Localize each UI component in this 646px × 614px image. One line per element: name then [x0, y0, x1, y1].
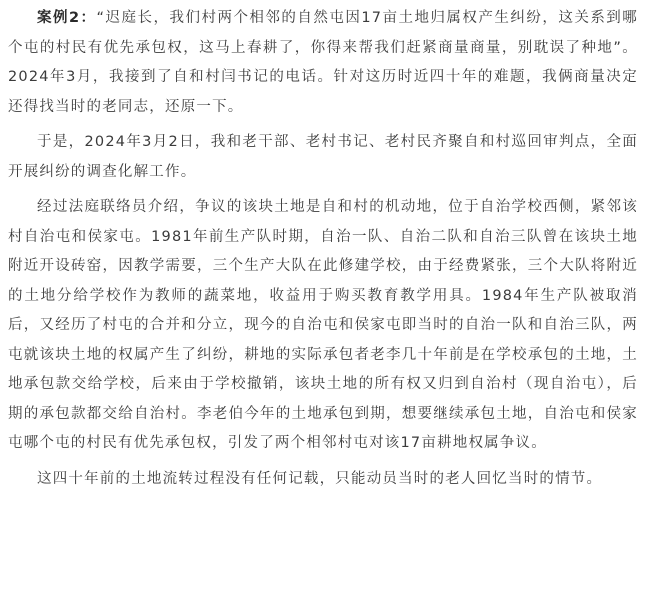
paragraph-no-records: 这四十年前的土地流转过程没有任何记载，只能动员当时的老人回忆当时的情节。 [37, 470, 603, 487]
case-intro-text: “迟庭长，我们村两个相邻的自然屯因17亩土地归属权产生纠纷，这关系到哪个屯的村民有优先承包权，这马上春耕了，你得来帮我们赶紧商量商量，别耽误了种地”。2024年3月，我接到了自和村闫书记的电话。针对这历时近四十年的难题，我俩商量决定还得找当时的老同志，还原一下。 [8, 10, 638, 115]
paragraph-investigation: 于是，2024年3月2日，我和老干部、老村书记、老村民齐聚自和村巡回审判点，全面开展纠纷的调查化解工作。 [8, 134, 638, 180]
case-label: 案例2： [37, 10, 97, 26]
paragraph-background: 经过法庭联络员介绍，争议的该块土地是自和村的机动地，位于自治学校西侧，紧邻该村自治屯和侯家屯。1981年前生产队时期，自治一队、自治二队和自治三队曾在该块土地附近开设砖窑，因教学需要，三个生产大队在此修建学校，由于经费紧张，三个大队将附近的土地分给学校作为教师的蔬菜地，收益用于购买教育教学用具。1984年生产队被取消后，又经历了村屯的合并和分立，现今的自治屯和侯家屯即当时的自治一队和自治三队，两屯就该块土地的权属产生了纠纷，耕地的实际承包者老李几十年前是在学校承包的土地，土地承包款交给学校，后来由于学校撤销，该块土地的所有权又归到自治村（现自治屯），后期的承包款都交给自治村。李老伯今年的土地承包到期，想要继续承包土地，自治屯和侯家屯哪个屯的村民有优先承包权，引发了两个相邻村屯对该17亩耕地权属争议。 [8, 199, 638, 451]
case-intro-paragraph [8, 4, 638, 122]
